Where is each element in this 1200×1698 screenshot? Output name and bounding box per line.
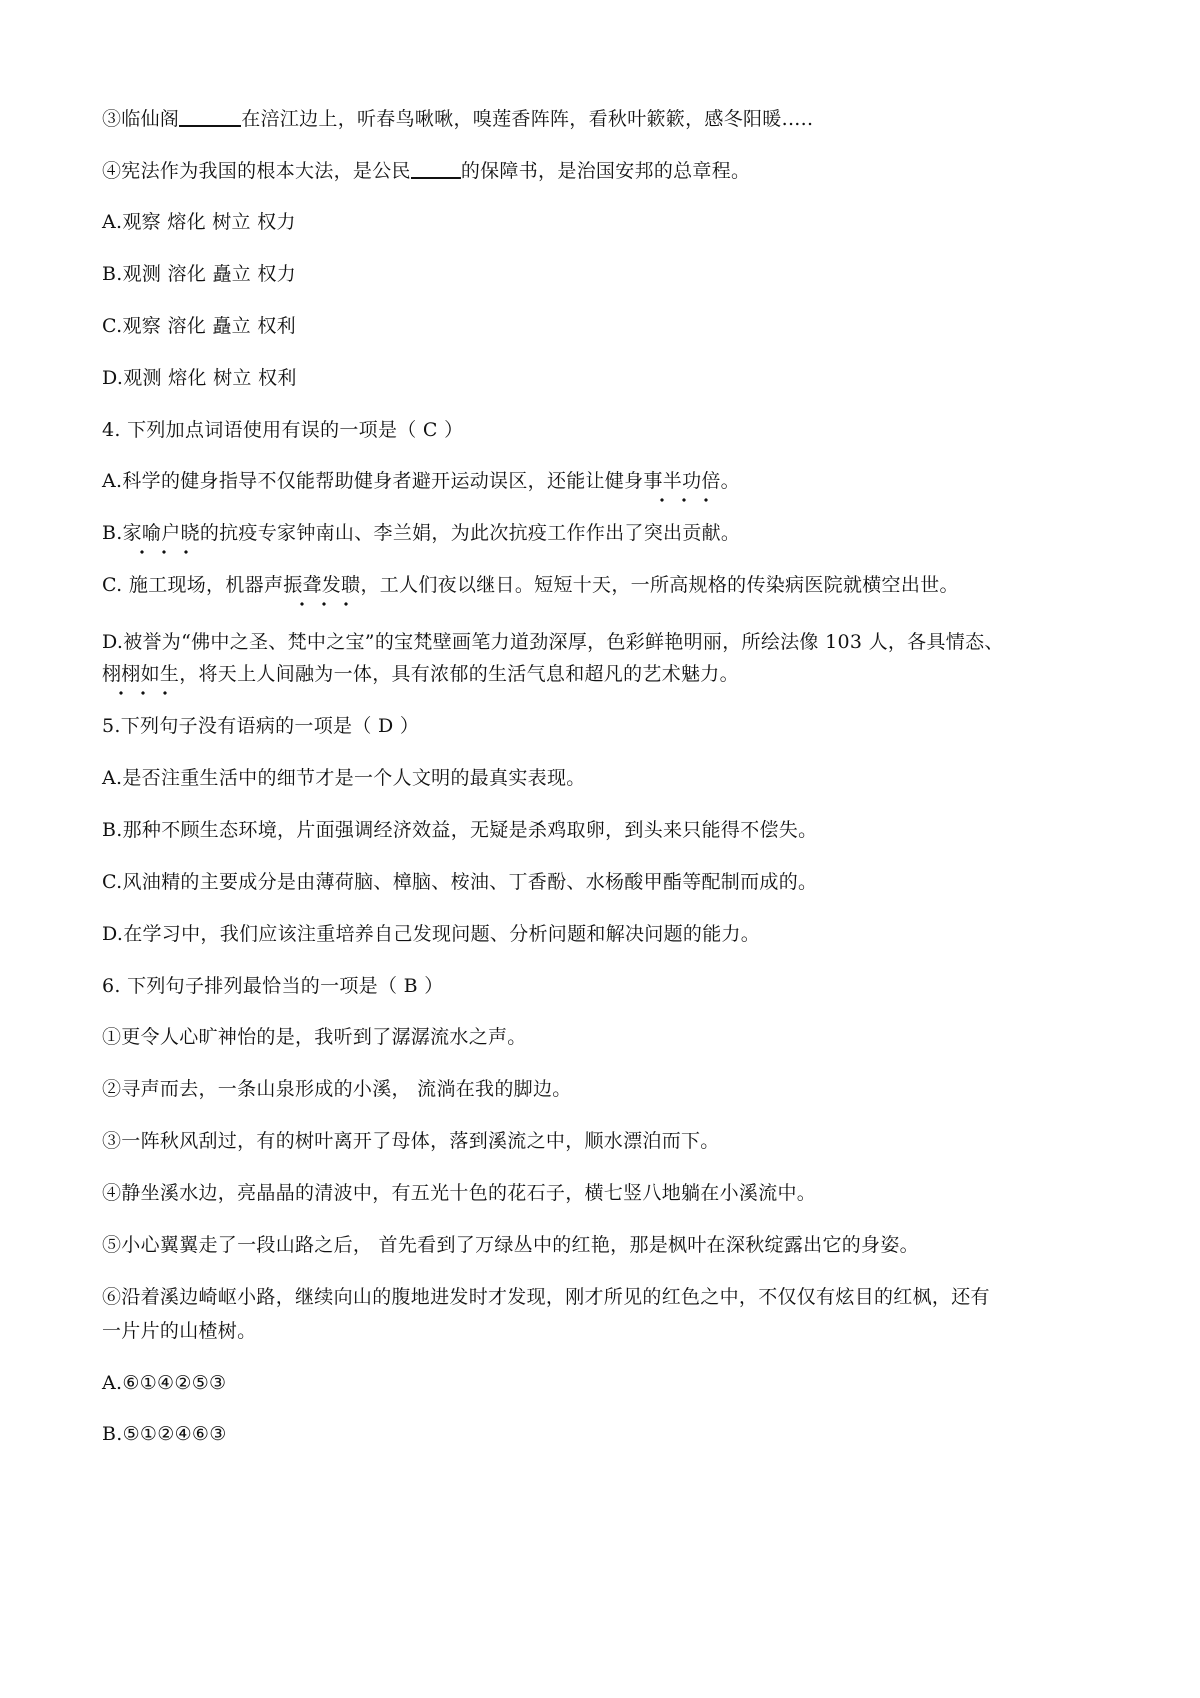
answer-blank [179,107,241,127]
q4-option-b-dotted-word: 家喻户晓 [122,522,200,544]
q3-option-a: A.观察 熔化 树立 权力 [102,211,296,233]
q3-item-3-text-a: ③临仙阁 [102,108,180,130]
q4-option-a-text: A.科学的健身指导不仅能帮助健身者避开运动误区，还能让健身 [102,470,644,492]
q4-option-d-dotted-word: 栩栩如生 [102,663,180,685]
q3-item-3-text-b: 在涪江边上，听春鸟啾啾，嗅莲香阵阵，看秋叶簌簌，感冬阳暖..... [241,108,814,130]
q4-option-c-end: ，工人们夜以继日。短短十天，一所高规格的传染病医院就横空出世。 [360,574,959,596]
q6-sentence-1: ①更令人心旷神怡的是，我听到了潺潺流水之声。 [102,1026,527,1048]
q4-option-d-line2 [102,660,739,688]
q4-option-c-text: C. 施工现场，机器声 [102,574,284,596]
q4-option-a [102,467,740,495]
q4-option-d-end: ，将天上人间融为一体，具有浓郁的生活气息和超凡的艺术魅力。 [179,663,739,685]
q5-option-a: A.是否注重生活中的细节才是一个人文明的最真实表现。 [102,767,586,789]
q6-option-a: A.⑥①④②⑤③ [102,1372,227,1394]
q4-option-b [102,519,740,547]
q6-stem: 6. 下列句子排列最恰当的一项是（ B ） [102,975,444,997]
q5-option-d: D.在学习中，我们应该注重培养自己发现问题、分析问题和解决问题的能力。 [102,923,761,945]
q3-item-4-text-a: ④宪法作为我国的根本大法，是公民 [102,160,411,182]
q4-option-d-line1: D.被誉为“佛中之圣、梵中之宝”的宝梵壁画笔力道劲深厚，色彩鲜艳明丽，所绘法像 103 人，各具情态、 [102,631,1004,653]
q4-option-c [102,571,959,599]
q6-option-b: B.⑤①②④⑥③ [102,1423,227,1445]
q3-option-d: D.观测 熔化 树立 权利 [102,367,297,389]
q4-option-b-text: 的抗疫专家钟南山、李兰娟，为此次抗疫工作作出了突出贡献。 [199,522,741,544]
q4-option-b-prefix: B. [102,522,123,544]
q4-stem: 4. 下列加点词语使用有误的一项是（ C ） [102,419,464,441]
q5-option-b: B.那种不顾生态环境，片面强调经济效益，无疑是杀鸡取卵，到头来只能得不偿失。 [102,819,818,841]
q6-sentence-5: ⑤小心翼翼走了一段山路之后， 首先看到了万绿丛中的红艳，那是枫叶在深秋绽露出它的身姿。 [102,1234,919,1256]
q3-item-4 [102,157,750,185]
q6-sentence-6-line1: ⑥沿着溪边崎岖小路，继续向山的腹地进发时才发现，刚才所见的红色之中，不仅仅有炫目的红枫，还有 [102,1286,990,1308]
q6-sentence-2: ②寻声而去，一条山泉形成的小溪， 流淌在我的脚边。 [102,1078,572,1100]
q6-sentence-4: ④静坐溪水边，亮晶晶的清波中，有五光十色的花石子，横七竖八地躺在小溪流中。 [102,1182,817,1204]
q4-option-a-end: 。 [720,470,740,492]
q4-option-c-dotted-word: 振聋发聩 [283,574,361,596]
q5-option-c: C.风油精的主要成分是由薄荷脑、樟脑、桉油、丁香酚、水杨酸甲酯等配制而成的。 [102,871,818,893]
q6-sentence-3: ③一阵秋风刮过，有的树叶离开了母体，落到溪流之中，顺水漂泊而下。 [102,1130,720,1152]
q3-item-4-text-b: 的保障书，是治国安邦的总章程。 [460,160,751,182]
q3-option-c: C.观察 溶化 矗立 权利 [102,315,296,337]
q3-item-3 [102,105,813,133]
q3-option-b: B.观测 溶化 矗立 权力 [102,263,297,285]
q4-option-a-dotted-word: 事半功倍 [643,470,721,492]
q6-sentence-6-line2: 一片片的山楂树。 [102,1320,257,1342]
answer-blank [411,159,461,179]
q5-stem: 5.下列句子没有语病的一项是（ D ） [102,715,420,737]
